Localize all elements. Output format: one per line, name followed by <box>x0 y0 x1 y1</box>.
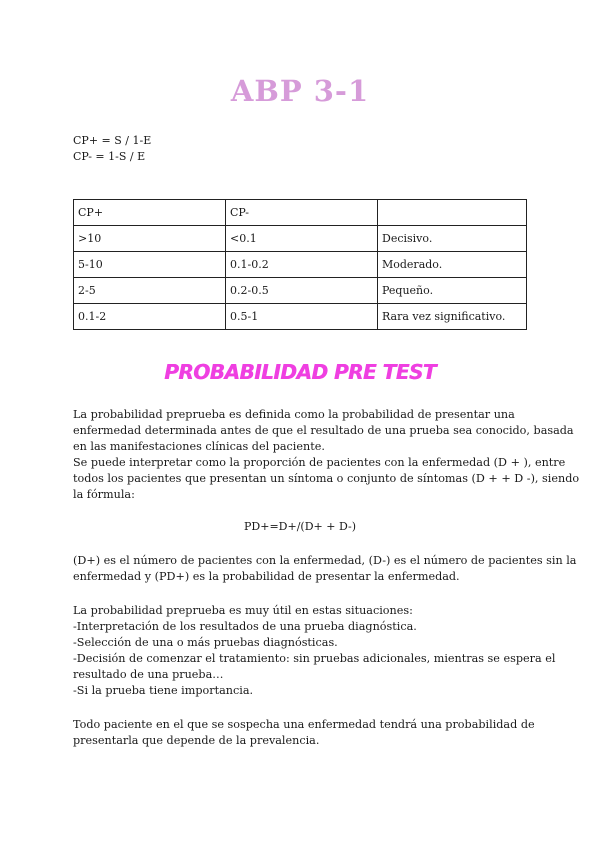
table-cell: 0.1-0.2 <box>226 252 378 278</box>
list-item: -Si la prueba tiene importancia. <box>73 684 254 697</box>
likelihood-ratio-table <box>73 199 527 330</box>
text-line: en las manifestaciones clínicas del paciente. <box>73 440 325 453</box>
formula-cp-positive: CP+ = S / 1-E <box>73 134 152 147</box>
likelihood-formulas <box>73 133 151 165</box>
table-row <box>74 200 527 226</box>
text-line: La probabilidad preprueba es definida como la probabilidad de presentar una <box>73 408 515 421</box>
text-line: presentarla que depende de la prevalencia. <box>73 734 320 747</box>
table-cell: 2-5 <box>74 278 226 304</box>
formula-cp-negative: CP- = 1-S / E <box>73 150 146 163</box>
table-cell: CP- <box>226 200 378 226</box>
table-cell: Pequeño. <box>378 278 527 304</box>
paragraph-prevalence <box>73 717 533 749</box>
text-line: enfermedad determinada antes de que el resultado de una prueba sea conocido, basada <box>73 424 574 437</box>
table-cell: Moderado. <box>378 252 527 278</box>
text-line: la fórmula: <box>73 488 135 501</box>
text-line: (D+) es el número de pacientes con la enfermedad, (D-) es el número de pacientes sin la <box>73 554 577 567</box>
table-cell: CP+ <box>74 200 226 226</box>
table-cell: 0.2-0.5 <box>226 278 378 304</box>
table-cell: 0.1-2 <box>74 304 226 330</box>
table-cell: <0.1 <box>226 226 378 252</box>
text-line: Se puede interpretar como la proporción de pacientes con la enfermedad (D + ), entre <box>73 456 566 469</box>
table-cell: >10 <box>74 226 226 252</box>
table-cell: 5-10 <box>74 252 226 278</box>
table-cell: Rara vez significativo. <box>378 304 527 330</box>
list-item: -Selección de una o más pruebas diagnósticas. <box>73 636 338 649</box>
text-line: La probabilidad preprueba es muy útil en estas situaciones: <box>73 604 413 617</box>
table-row <box>74 278 527 304</box>
paragraph-variables <box>73 553 577 585</box>
section-title: PROBABILIDAD PRE TEST <box>164 360 436 384</box>
table-cell: 0.5-1 <box>226 304 378 330</box>
list-item: resultado de una prueba… <box>73 668 224 681</box>
list-item: -Interpretación de los resultados de una prueba diagnóstica. <box>73 620 417 633</box>
text-line: todos los pacientes que presentan un síntoma o conjunto de síntomas (D + + D -), siendo <box>73 472 580 485</box>
table-row <box>74 304 527 330</box>
formula-pretest-probability: PD+=D+/(D+ + D-) <box>244 520 356 533</box>
paragraph-uses <box>73 603 556 699</box>
text-line: enfermedad y (PD+) es la probabilidad de presentar la enfermedad. <box>73 570 460 583</box>
paragraph-definition <box>73 407 580 503</box>
table-row <box>74 252 527 278</box>
table-cell <box>378 200 527 226</box>
table-cell: Decisivo. <box>378 226 527 252</box>
list-item: -Decisión de comenzar el tratamiento: sin pruebas adicionales, mientras se espera el <box>73 652 556 665</box>
text-line: Todo paciente en el que se sospecha una enfermedad tendrá una probabilidad de <box>73 718 535 731</box>
table-row <box>74 226 527 252</box>
page-title: ABP 3-1 <box>230 74 370 108</box>
